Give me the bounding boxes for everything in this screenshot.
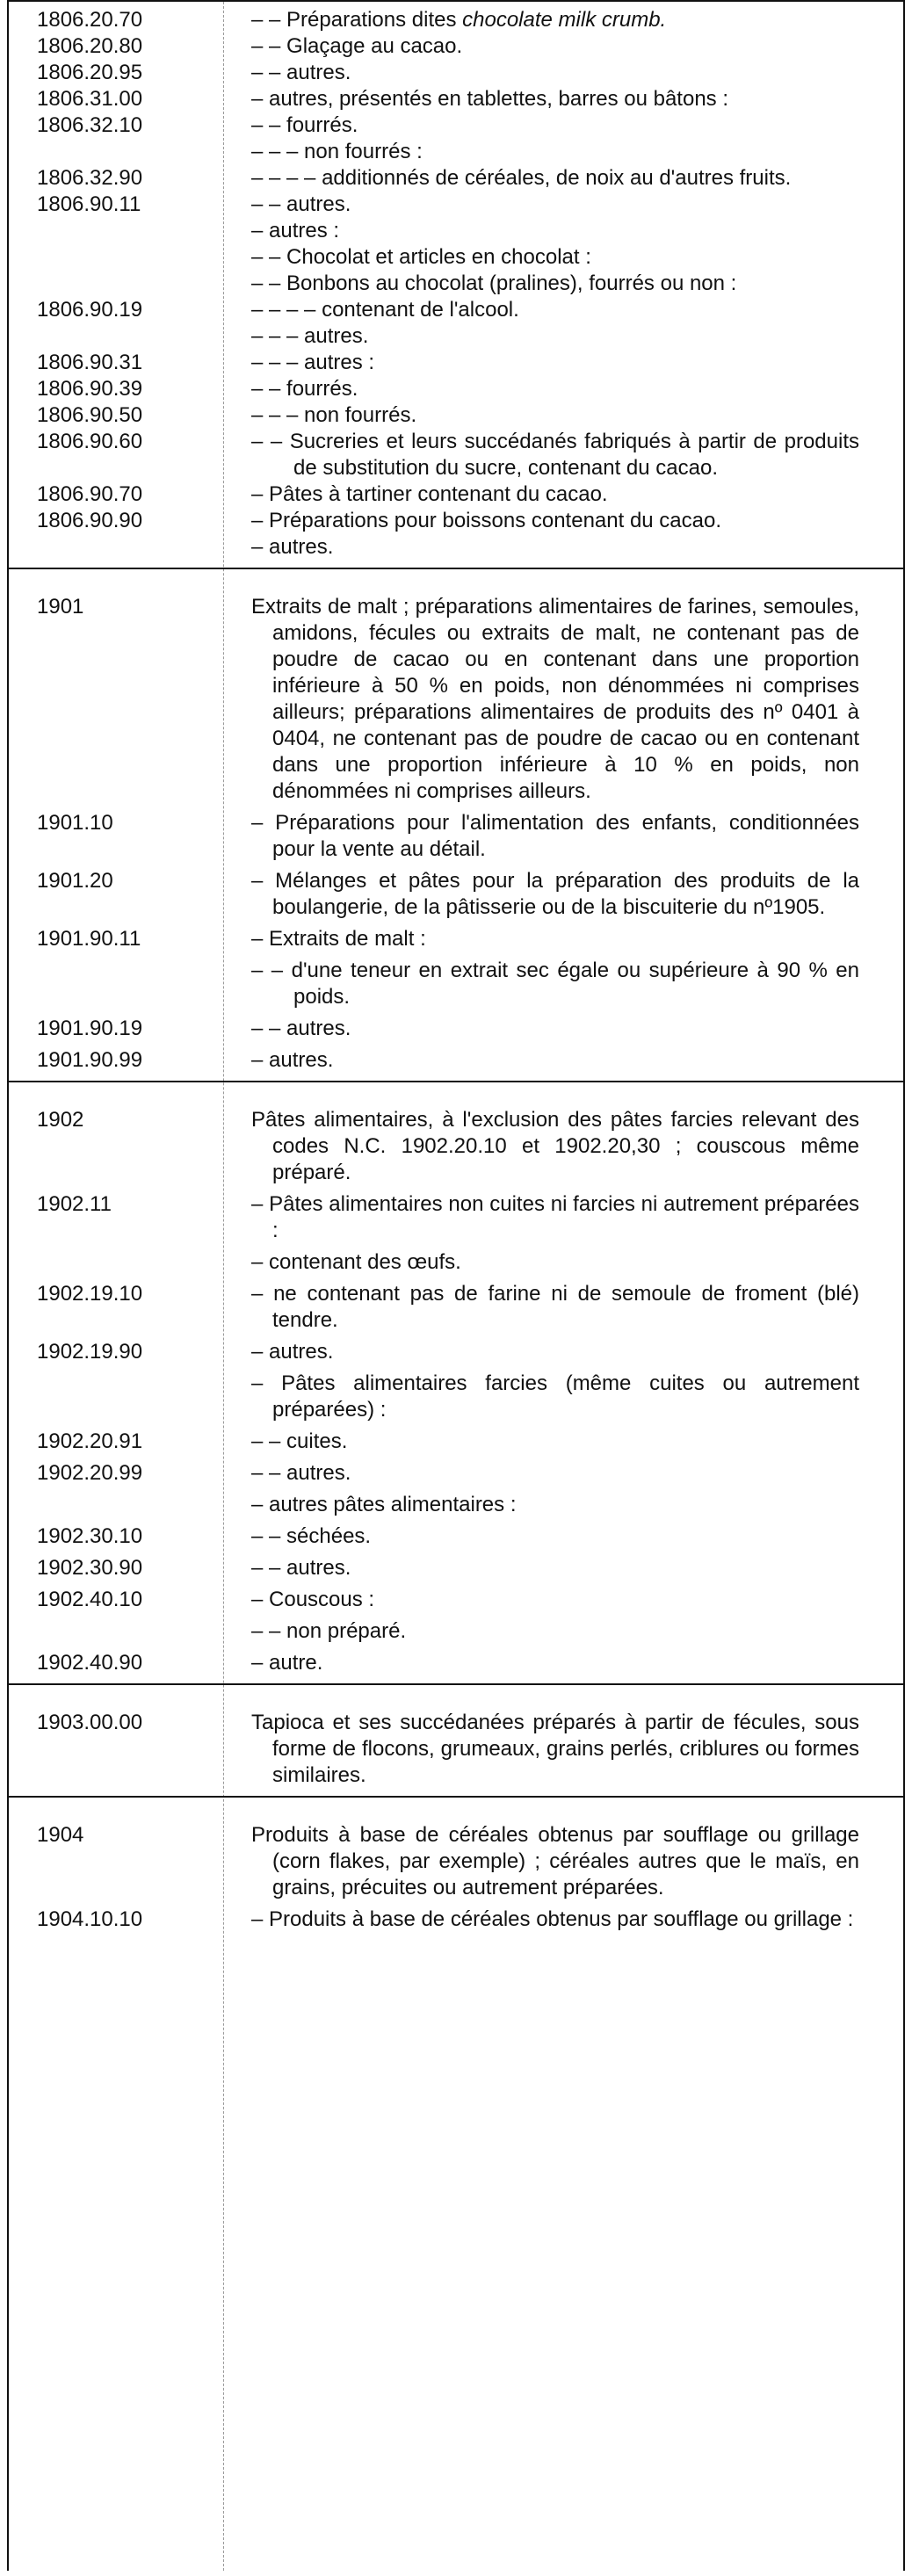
description-text: – – Chocolat et articles en chocolat : <box>251 245 591 269</box>
section-s1902 <box>9 1081 903 1683</box>
table-row <box>9 1618 903 1645</box>
tariff-code <box>9 1249 230 1276</box>
tariff-table <box>7 0 905 2571</box>
heading-description <box>230 594 903 805</box>
item-description <box>230 139 903 165</box>
item-description <box>230 165 903 192</box>
item-description <box>230 1460 903 1487</box>
table-row <box>9 165 903 192</box>
table-row <box>9 1650 903 1676</box>
item-description <box>230 534 903 561</box>
item-description <box>230 323 903 350</box>
table-row <box>9 1249 903 1276</box>
table-row <box>9 1371 903 1423</box>
tariff-code: 1902 <box>37 1108 84 1132</box>
table-row <box>9 534 903 561</box>
tariff-code <box>9 1371 230 1423</box>
description-text: – Préparations pour l'alimentation des enfants, conditionnées pour la vente au détail. <box>251 811 859 861</box>
item-description <box>230 926 903 952</box>
tariff-code <box>9 534 230 561</box>
item-description <box>230 218 903 244</box>
item-description <box>230 1191 903 1244</box>
item-description <box>230 1429 903 1455</box>
item-description <box>230 350 903 376</box>
table-row <box>9 1710 903 1789</box>
item-description <box>230 1249 903 1276</box>
tariff-code: 1806.20.80 <box>37 34 143 58</box>
description-text: – – non préparé. <box>251 1619 407 1643</box>
item-description <box>230 1371 903 1423</box>
description-text: – – autres. <box>251 192 351 216</box>
tariff-code: 1904.10.10 <box>37 1907 143 1931</box>
tariff-code <box>9 218 230 244</box>
heading-description <box>230 1822 903 1901</box>
description-text: – – – autres : <box>251 351 375 374</box>
item-description <box>230 33 903 60</box>
item-description <box>230 1555 903 1581</box>
tariff-code: 1806.90.50 <box>37 403 143 427</box>
description-text: – Mélanges et pâtes pour la préparation des produits de la boulangerie, de la pâtisserie ou de la biscuiterie du nº1905. <box>251 869 859 919</box>
table-row <box>9 1587 903 1613</box>
description-text: – – autres. <box>251 1556 351 1580</box>
table-body <box>9 2 903 1940</box>
item-description <box>230 810 903 863</box>
tariff-code: 1806.31.00 <box>37 87 143 111</box>
description-text: – Produits à base de céréales obtenus par soufflage ou grillage : <box>251 1907 854 1931</box>
description-text: Extraits de malt ; préparations alimentaires de farines, semoules, amidons, fécules ou extraits de malt, ne contenant pas de poudre de cacao ou en contenant dans une proportion inférieure à 50 % en poids, non dénommées ni comprises ailleurs; préparations alimentaires de produits des nº 0401 à 0404, ne contenant pas de poudre de cacao ou en contenant dans une proportion inférieure à 10 % en poids, non dénommées ni comprises ailleurs. <box>251 595 859 803</box>
table-row <box>9 60 903 86</box>
item-description <box>230 1339 903 1365</box>
description-text: – autre. <box>251 1651 323 1675</box>
tariff-code: 1806.20.95 <box>37 61 143 84</box>
table-row <box>9 1907 903 1933</box>
tariff-code <box>9 244 230 271</box>
table-row <box>9 376 903 402</box>
item-description <box>230 958 903 1010</box>
description-text: – Pâtes alimentaires farcies (même cuites ou autrement préparées) : <box>251 1371 859 1422</box>
table-row <box>9 1281 903 1334</box>
tariff-code: 1806.32.90 <box>37 166 143 190</box>
tariff-code: 1806.90.31 <box>37 351 143 374</box>
tariff-code: 1902.40.10 <box>37 1588 143 1611</box>
tariff-code: 1901.10 <box>37 811 113 835</box>
table-row <box>9 402 903 429</box>
tariff-code: 1902.30.90 <box>37 1556 143 1580</box>
tariff-code: 1901.90.99 <box>37 1048 143 1072</box>
item-description <box>230 429 903 481</box>
table-row <box>9 1523 903 1550</box>
tariff-code <box>9 323 230 350</box>
item-description <box>230 192 903 218</box>
tariff-code: 1903.00.00 <box>37 1711 143 1734</box>
description-text: – – autres. <box>251 61 351 84</box>
tariff-code <box>9 1492 230 1518</box>
item-description <box>230 1047 903 1074</box>
table-row <box>9 1460 903 1487</box>
description-text: – autres. <box>251 535 334 559</box>
table-row <box>9 1822 903 1901</box>
description-text: – – – – contenant de l'alcool. <box>251 298 519 322</box>
table-row <box>9 481 903 508</box>
description-text: – – Glaçage au cacao. <box>251 34 463 58</box>
description-text: – – autres. <box>251 1461 351 1485</box>
item-description <box>230 481 903 508</box>
table-row <box>9 1339 903 1365</box>
tariff-code: 1902.20.99 <box>37 1461 143 1485</box>
table-row <box>9 297 903 323</box>
item-description <box>230 1587 903 1613</box>
heading-description <box>230 1107 903 1186</box>
table-row <box>9 1191 903 1244</box>
table-row <box>9 958 903 1010</box>
table-row <box>9 1016 903 1042</box>
table-row <box>9 1492 903 1518</box>
tariff-code <box>9 958 230 1010</box>
description-text: – – Préparations dites <box>251 8 463 32</box>
section-s1806 <box>9 2 903 568</box>
description-text: – Préparations pour boissons contenant du cacao. <box>251 509 722 532</box>
tariff-code: 1904 <box>37 1823 84 1847</box>
table-row <box>9 192 903 218</box>
description-text: Pâtes alimentaires, à l'exclusion des pâtes farcies relevant des codes N.C. 1902.20.10 et 1902.20,30 ; couscous même préparé. <box>251 1108 859 1184</box>
description-text: – – Sucreries et leurs succédanés fabriqués à partir de produits de substitution du sucre, contenant du cacao. <box>251 430 859 480</box>
tariff-code <box>9 1618 230 1645</box>
description-text: – – fourrés. <box>251 377 358 401</box>
table-row <box>9 594 903 805</box>
item-description <box>230 508 903 534</box>
description-italic-text: chocolate milk crumb. <box>462 8 667 32</box>
description-text: – – – autres. <box>251 324 369 348</box>
item-description <box>230 60 903 86</box>
table-row <box>9 33 903 60</box>
description-text: – autres. <box>251 1048 334 1072</box>
description-text: – – séchées. <box>251 1524 372 1548</box>
table-row <box>9 1429 903 1455</box>
description-text: Tapioca et ses succédanées préparés à partir de fécules, sous forme de flocons, grumeaux, grains perlés, criblures ou formes similaires. <box>251 1711 859 1787</box>
tariff-code: 1806.90.60 <box>37 430 143 453</box>
tariff-code: 1902.19.90 <box>37 1340 143 1364</box>
item-description <box>230 244 903 271</box>
item-description <box>230 1492 903 1518</box>
description-text: Produits à base de céréales obtenus par soufflage ou grillage (corn flakes, par exemple) ; céréales autres que le maïs, en grains, précuites ou autrement préparées. <box>251 1823 859 1899</box>
description-text: – autres : <box>251 219 340 242</box>
tariff-code: 1806.90.19 <box>37 298 143 322</box>
description-text: – Extraits de malt : <box>251 927 426 951</box>
table-row <box>9 218 903 244</box>
table-row <box>9 1107 903 1186</box>
item-description <box>230 376 903 402</box>
description-text: – – fourrés. <box>251 113 358 137</box>
description-text: – autres pâtes alimentaires : <box>251 1493 517 1516</box>
tariff-code: 1806.90.39 <box>37 377 143 401</box>
table-row <box>9 350 903 376</box>
description-text: – Pâtes alimentaires non cuites ni farcies ni autrement préparées : <box>251 1192 859 1242</box>
tariff-code: 1806.32.10 <box>37 113 143 137</box>
table-row <box>9 271 903 297</box>
description-text: – – – non fourrés. <box>251 403 417 427</box>
item-description <box>230 7 903 33</box>
item-description <box>230 1650 903 1676</box>
table-row <box>9 508 903 534</box>
section-s1903 <box>9 1683 903 1796</box>
tariff-code <box>9 139 230 165</box>
description-text: – ne contenant pas de farine ni de semoule de froment (blé) tendre. <box>251 1282 859 1332</box>
description-text: – autres, présentés en tablettes, barres ou bâtons : <box>251 87 728 111</box>
tariff-code: 1902.40.90 <box>37 1651 143 1675</box>
description-text: – – – – additionnés de céréales, de noix au d'autres fruits. <box>251 166 792 190</box>
description-text: – autres. <box>251 1340 334 1364</box>
description-text: – – d'une teneur en extrait sec égale ou supérieure à 90 % en poids. <box>251 959 859 1009</box>
table-row <box>9 1555 903 1581</box>
table-row <box>9 7 903 33</box>
tariff-code <box>9 271 230 297</box>
table-row <box>9 810 903 863</box>
item-description <box>230 402 903 429</box>
heading-description <box>230 1710 903 1789</box>
tariff-code: 1901.90.11 <box>37 927 141 951</box>
tariff-code: 1901.20 <box>37 869 113 893</box>
table-row <box>9 926 903 952</box>
table-row <box>9 868 903 921</box>
item-description <box>230 1523 903 1550</box>
item-description <box>230 1907 903 1933</box>
tariff-code: 1902.19.10 <box>37 1282 143 1306</box>
section-s1901 <box>9 568 903 1081</box>
description-text: – Pâtes à tartiner contenant du cacao. <box>251 482 608 506</box>
item-description <box>230 112 903 139</box>
tariff-code: 1902.11 <box>37 1192 112 1216</box>
table-row <box>9 244 903 271</box>
item-description <box>230 1016 903 1042</box>
description-text: – – cuites. <box>251 1429 348 1453</box>
table-row <box>9 323 903 350</box>
description-text: – – Bonbons au chocolat (pralines), fourrés ou non : <box>251 271 737 295</box>
item-description <box>230 868 903 921</box>
item-description <box>230 86 903 112</box>
table-row <box>9 429 903 481</box>
item-description <box>230 1281 903 1334</box>
table-row <box>9 1047 903 1074</box>
description-text: – – – non fourrés : <box>251 140 423 163</box>
table-row <box>9 86 903 112</box>
tariff-code: 1806.90.90 <box>37 509 143 532</box>
item-description <box>230 271 903 297</box>
tariff-code: 1901.90.19 <box>37 1017 143 1040</box>
tariff-code: 1806.90.70 <box>37 482 143 506</box>
description-text: – Couscous : <box>251 1588 375 1611</box>
tariff-code: 1902.30.10 <box>37 1524 143 1548</box>
table-row <box>9 112 903 139</box>
tariff-code: 1901 <box>37 595 84 619</box>
description-text: – – autres. <box>251 1017 351 1040</box>
item-description <box>230 1618 903 1645</box>
description-text: – contenant des œufs. <box>251 1250 461 1274</box>
table-row <box>9 139 903 165</box>
tariff-code: 1902.20.91 <box>37 1429 143 1453</box>
item-description <box>230 297 903 323</box>
tariff-code: 1806.90.11 <box>37 192 141 216</box>
tariff-code: 1806.20.70 <box>37 8 143 32</box>
section-s1904 <box>9 1796 903 1940</box>
